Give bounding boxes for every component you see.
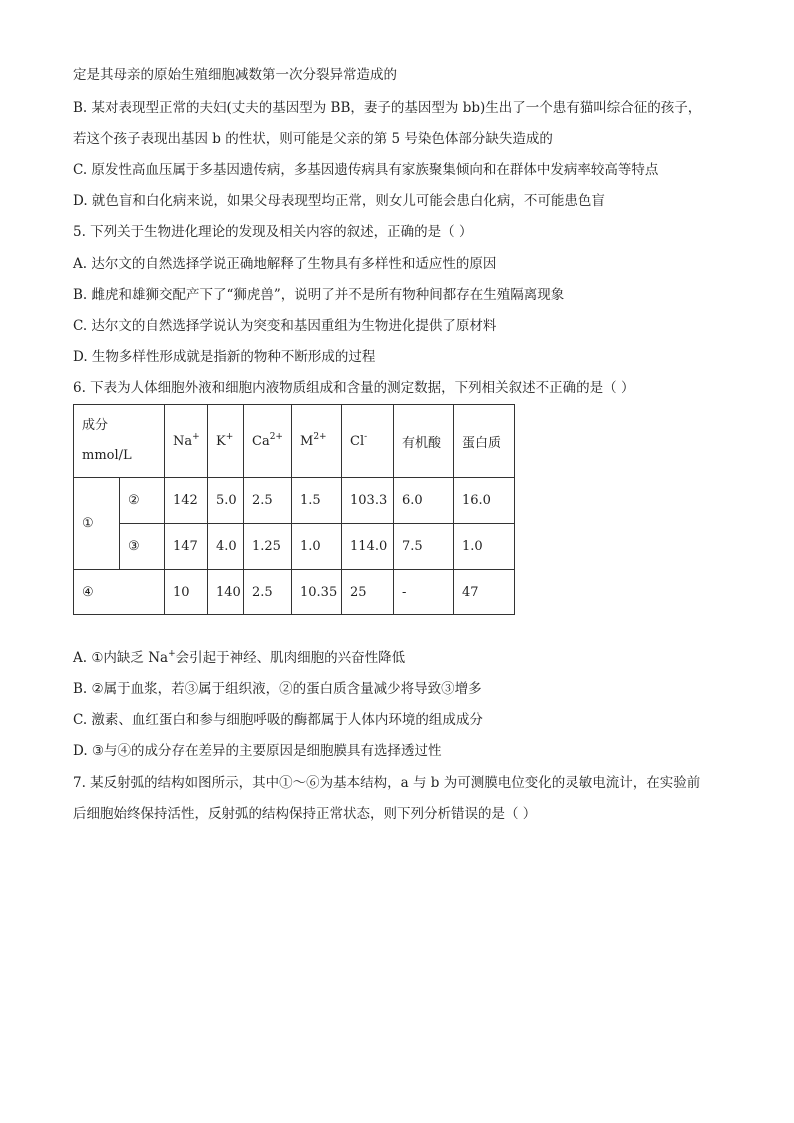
table-cell: 103.3	[342, 478, 394, 524]
col-header-m	[292, 405, 342, 478]
row-label: ③	[120, 524, 165, 570]
table-cell: 114.0	[342, 524, 394, 570]
option-a-text-rest: 会引起于神经、肌肉细胞的兴奋性降低	[175, 650, 406, 666]
table-row	[74, 524, 515, 570]
table-cell: 142	[165, 478, 208, 524]
col-header-sup: +	[225, 431, 234, 442]
col-header-k	[208, 405, 244, 478]
question-6-stem: 6. 下表为人体细胞外液和细胞内液物质组成和含量的测定数据，下列相关叙述不正确的是（ ）	[73, 380, 635, 396]
header-corner-line2: mmol/L	[82, 448, 132, 463]
table-header-corner	[74, 405, 165, 478]
question-6-option-c: C. 激素、血红蛋白和参与细胞呼吸的酶都属于人体内环境的组成成分	[73, 712, 483, 728]
table-cell: 10	[165, 570, 208, 615]
group-label: ①	[74, 478, 120, 570]
question-5-option-a: A. 达尔文的自然选择学说正确地解释了生物具有多样性和适应性的原因	[73, 256, 497, 272]
col-header-sup: -	[364, 431, 368, 442]
table-cell: 1.5	[292, 478, 342, 524]
row-label: ④	[74, 570, 165, 615]
option-a-sup: +	[168, 649, 176, 659]
table-cell: 4.0	[208, 524, 244, 570]
text-line-1: 定是其母亲的原始生殖细胞减数第一次分裂异常造成的	[73, 67, 397, 83]
col-header-base: 有机酸	[402, 435, 442, 451]
table-cell: 1.0	[292, 524, 342, 570]
option-c-prev: C. 原发性高血压属于多基因遗传病，多基因遗传病具有家族聚集倾向和在群体中发病率较高等特点	[73, 162, 659, 178]
table-row	[74, 570, 515, 615]
col-header-base: 蛋白质	[462, 435, 502, 451]
col-header-ca	[244, 405, 292, 478]
col-header-sup: 2+	[269, 431, 283, 442]
header-corner-line1: 成分	[82, 418, 109, 433]
question-6-option-a	[73, 648, 405, 668]
question-6-option-b: B. ②属于血浆，若③属于组织液，②的蛋白质含量减少将导致③增多	[73, 681, 482, 697]
col-header-base: Cl	[350, 433, 365, 449]
col-header-base: M	[300, 433, 314, 449]
col-header-base: K	[216, 433, 226, 449]
table-cell: 2.5	[244, 570, 292, 615]
col-header-protein	[454, 405, 515, 478]
table-row	[74, 478, 515, 524]
table-cell: 1.25	[244, 524, 292, 570]
table-cell: 7.5	[394, 524, 454, 570]
question-6-option-d: D. ③与④的成分存在差异的主要原因是细胞膜具有选择透过性	[73, 743, 442, 759]
question-5-option-b: B. 雌虎和雄狮交配产下了“狮虎兽”，说明了并不是所有物种间都存在生殖隔离现象	[73, 287, 565, 303]
option-d-prev: D. 就色盲和白化病来说，如果父母表现型均正常，则女儿可能会患白化病，不可能患色盲	[73, 193, 605, 209]
table-cell: 2.5	[244, 478, 292, 524]
question-7-stem-line2: 后细胞始终保持活性，反射弧的结构保持正常状态，则下列分析错误的是（ ）	[73, 806, 537, 822]
question-5-stem: 5. 下列关于生物进化理论的发现及相关内容的叙述，正确的是（ ）	[73, 224, 473, 240]
row-label: ②	[120, 478, 165, 524]
col-header-organic-acid	[394, 405, 454, 478]
question-5-option-d: D. 生物多样性形成就是指新的物种不断形成的过程	[73, 349, 376, 365]
option-a-text: A. ①内缺乏 Na	[73, 650, 169, 666]
col-header-base: Na	[173, 433, 193, 449]
table-cell: 1.0	[454, 524, 515, 570]
col-header-sup: +	[192, 431, 200, 442]
question-7-stem-line1: 7. 某反射弧的结构如图所示，其中①～⑥为基本结构，a 与 b 为可测膜电位变化的灵敏电流计，在实验前	[73, 775, 701, 791]
option-b-prev-line2: 若这个孩子表现出基因 b 的性状，则可能是父亲的第 5 号染色体部分缺失造成的	[73, 131, 553, 147]
table-cell: 16.0	[454, 478, 515, 524]
table-cell: 5.0	[208, 478, 244, 524]
table-cell: 47	[454, 570, 515, 615]
table-cell: 140	[208, 570, 244, 615]
table-cell: 25	[342, 570, 394, 615]
table-cell: 147	[165, 524, 208, 570]
option-b-prev-line1: B. 某对表现型正常的夫妇(丈夫的基因型为 BB，妻子的基因型为 bb)生出了一个患有猫叫综合征的孩子，	[73, 100, 702, 116]
composition-table	[73, 404, 515, 615]
question-5-option-c: C. 达尔文的自然选择学说认为突变和基因重组为生物进化提供了原材料	[73, 318, 497, 334]
col-header-sup: 2+	[313, 431, 327, 442]
col-header-cl	[342, 405, 394, 478]
col-header-na	[165, 405, 208, 478]
col-header-base: Ca	[252, 433, 270, 449]
table-header-row	[74, 405, 515, 478]
table-cell: 6.0	[394, 478, 454, 524]
table-cell: 10.35	[292, 570, 342, 615]
table-cell: -	[394, 570, 454, 615]
